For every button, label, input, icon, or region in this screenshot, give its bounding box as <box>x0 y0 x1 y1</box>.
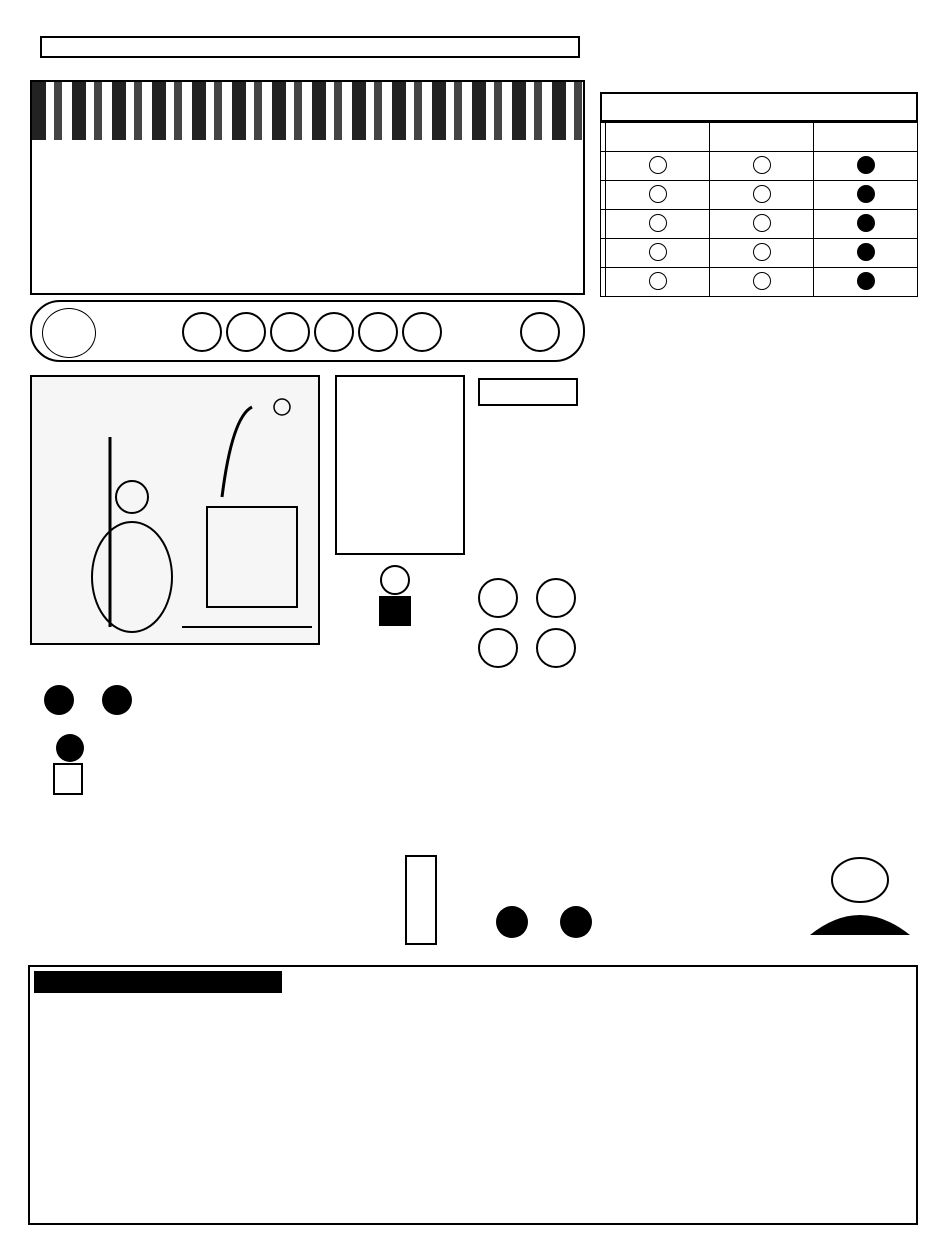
slogan-chars <box>822 620 894 830</box>
wave-tag <box>405 855 437 945</box>
col-header <box>814 123 918 152</box>
max-number <box>649 243 667 261</box>
special-zodiac-title <box>478 510 578 570</box>
gate-analysis-text <box>605 307 863 547</box>
date-bar <box>40 36 580 58</box>
zodiac-group <box>478 578 578 668</box>
steal-code-row <box>30 680 470 720</box>
trend-table-title <box>600 92 918 122</box>
draw-number <box>226 312 266 352</box>
max-number <box>649 156 667 174</box>
table-row <box>601 152 918 181</box>
tip-number <box>857 214 875 232</box>
table-row <box>601 239 918 268</box>
min-number <box>753 185 771 203</box>
illustration-drawing <box>32 377 318 643</box>
recent-results-title <box>34 971 282 993</box>
tip-number <box>857 243 875 261</box>
min-number <box>753 156 771 174</box>
draw-number <box>182 312 222 352</box>
draw-numbers <box>182 312 442 352</box>
riddle-scroll <box>335 375 465 555</box>
cartoon-icon <box>365 560 425 640</box>
distribution-chart <box>292 971 912 1221</box>
min-number <box>753 243 771 261</box>
draw-number <box>314 312 354 352</box>
previous-draw-strip <box>30 300 585 362</box>
tip-number <box>857 156 875 174</box>
table-row <box>601 210 918 239</box>
masthead-title <box>42 152 572 292</box>
send-number <box>496 906 528 938</box>
zodiac-item <box>478 578 518 618</box>
period-label <box>478 378 578 406</box>
max-number <box>649 185 667 203</box>
table-row <box>601 268 918 297</box>
draw-number <box>270 312 310 352</box>
poem-title <box>603 560 903 604</box>
draw-number <box>402 312 442 352</box>
min-number <box>753 272 771 290</box>
tip-number <box>857 272 875 290</box>
col-header <box>606 123 710 152</box>
draw-number <box>358 312 398 352</box>
footer-result-banner <box>60 1222 910 1249</box>
min-number <box>753 214 771 232</box>
top-result-banner <box>0 0 944 22</box>
banner-illustration <box>32 82 583 140</box>
max-number <box>649 214 667 232</box>
send-number <box>560 906 592 938</box>
table-row <box>601 181 918 210</box>
zodiac-item <box>536 628 576 668</box>
scholar-illustration <box>30 375 320 645</box>
trend-table-panel <box>600 92 918 300</box>
lottery-logo <box>42 308 96 358</box>
poem-send-code <box>480 900 780 944</box>
recent-results-panel <box>28 965 918 1225</box>
zodiac-item <box>478 628 518 668</box>
col-header <box>710 123 814 152</box>
poem-big-char <box>623 648 713 758</box>
draw-label <box>100 312 170 316</box>
cartoon-icon <box>40 730 100 805</box>
masthead-banner <box>30 80 585 295</box>
steal-number <box>102 685 132 715</box>
trend-table <box>600 122 918 297</box>
poem-box <box>593 608 811 768</box>
max-number <box>649 272 667 290</box>
zodiac-item <box>536 578 576 618</box>
special-number <box>520 312 560 352</box>
steal-number <box>44 685 74 715</box>
cartoon-icon <box>790 840 920 940</box>
tip-number <box>857 185 875 203</box>
